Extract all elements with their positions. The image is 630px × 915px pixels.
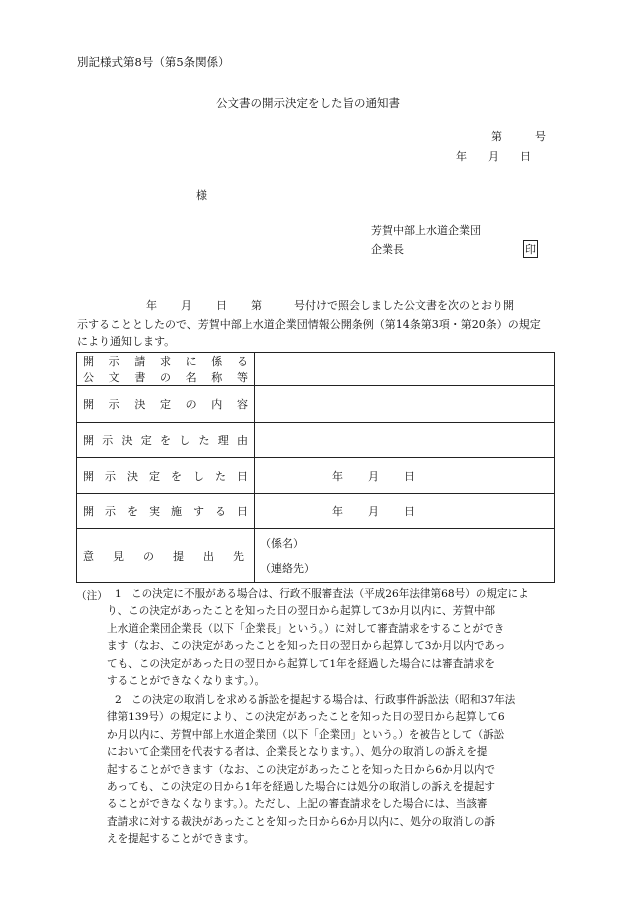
number-suffix: 号 <box>535 130 546 143</box>
number-prefix: 第 <box>491 130 502 143</box>
disclosure-table <box>76 352 555 583</box>
issuer-position: 企業長 <box>371 243 404 256</box>
note-2 <box>104 692 556 849</box>
day-label: 日 <box>404 469 415 483</box>
note-line: 律第139号）の規定により、この決定があったことを知った日の翌日から起算して6 <box>107 711 505 724</box>
table-row <box>77 529 555 583</box>
section-name-label: （係名） <box>260 536 304 550</box>
date-year: 年 <box>456 150 467 163</box>
note-line: ても、この決定があった日の翌日から起算して1年を経過した場合には審査請求を <box>107 657 496 670</box>
note-1-number: 1 <box>115 588 122 600</box>
implementation-date-value[interactable] <box>255 494 555 529</box>
document-date <box>456 148 531 164</box>
year-label: 年 <box>332 469 343 483</box>
opinion-destination-value[interactable] <box>255 529 555 583</box>
contact-label: （連絡先） <box>260 561 315 575</box>
document-title: 公文書の開示決定をした旨の通知書 <box>216 96 400 110</box>
month-label: 月 <box>368 469 379 483</box>
note-line: えを提起することができます。 <box>107 833 255 846</box>
notes-label: （注） <box>76 590 108 602</box>
month-label: 月 <box>368 505 379 518</box>
body-line1-text: 号付けで照会しました公文書を次のとおり開 <box>294 299 514 312</box>
note-line: することができなくなります。）。 <box>107 675 266 688</box>
row-label-document-name <box>77 353 255 386</box>
label-line: 公 文 書 の 名 称 等 <box>83 371 248 384</box>
label-line: 開 示 請 求 に 係 る <box>83 355 248 368</box>
note-line: 起することができます（なお、この決定があったことを知った日から6か月以内で <box>107 763 496 776</box>
form-number: 別記様式第8号（第5条関係） <box>77 55 230 69</box>
row-label-decision-reason: 開 示 決 定 を し た 理 由 <box>77 423 255 458</box>
row-label-implementation-date: 開 示 を 実 施 す る 日 <box>77 494 255 529</box>
note-line: この決定に不服がある場合は、行政不服審査法（平成26年法律第68号）の規定によ <box>131 588 529 600</box>
table-row <box>77 353 555 386</box>
note-line: この決定の取消しを求める訴訟を提起する場合は、行政事件訴訟法（昭和37年法 <box>131 694 516 706</box>
issuer-org: 芳賀中部上水道企業団 <box>371 224 481 237</box>
decision-content-value[interactable] <box>255 386 555 423</box>
note-2-number: 2 <box>115 694 122 706</box>
note-line: 上水道企業団企業長（以下「企業長」という。）に対して審査請求をすることができ <box>107 622 505 635</box>
body-line-3: により通知します。 <box>77 335 176 348</box>
date-day: 日 <box>520 150 531 163</box>
note-line: において企業団を代表する者は、企業長となります。）、処分の取消しの訴えを提 <box>107 746 488 759</box>
body-no-prefix: 第 <box>251 299 262 312</box>
body-line-1 <box>146 297 514 314</box>
table-row <box>77 458 555 494</box>
year-label: 年 <box>332 505 343 518</box>
note-line: 査請求に対する裁決があったことを知った日から6か月以内に、処分の取消しの訴 <box>107 815 496 828</box>
body-month: 月 <box>181 299 192 312</box>
body-year: 年 <box>146 299 157 312</box>
note-line: り、この決定があったことを知った日の翌日から起算して3か月以内に、芳賀中部 <box>107 605 496 618</box>
document-name-value[interactable] <box>255 353 555 386</box>
addressee-suffix: 様 <box>196 189 207 202</box>
note-line: ます（なお、この決定があったことを知った日の翌日から起算して3か月以内であっ <box>107 640 506 653</box>
body-day: 日 <box>216 299 227 312</box>
document-number <box>491 128 546 144</box>
day-label: 日 <box>404 505 415 518</box>
decision-reason-value[interactable] <box>255 423 555 458</box>
row-label-opinion-destination: 意 見 の 提 出 先 <box>77 529 255 583</box>
date-month: 月 <box>488 150 499 163</box>
note-line: ることができなくなります。）。ただし、上記の審査請求をした場合には、当該審 <box>107 798 488 811</box>
table-row <box>77 423 555 458</box>
note-1 <box>104 586 556 690</box>
body-line-2: 示することとしたので、芳賀中部上水道企業団情報公開条例（第14条第3項・第20条）の規定 <box>77 318 541 331</box>
table-row <box>77 494 555 529</box>
row-label-decision-content: 開 示 決 定 の 内 容 <box>77 386 255 423</box>
note-line: か月以内に、芳賀中部上水道企業団（以下「企業団」という。）を被告として（訴訟 <box>107 728 505 741</box>
table-row <box>77 386 555 423</box>
note-line: あっても、この決定の日から1年を経過した場合には処分の取消しの訴えを提起す <box>107 781 496 794</box>
decision-date-value[interactable] <box>255 458 555 494</box>
seal-mark: 印 <box>523 240 538 258</box>
row-label-decision-date: 開 示 決 定 を し た 日 <box>77 458 255 494</box>
